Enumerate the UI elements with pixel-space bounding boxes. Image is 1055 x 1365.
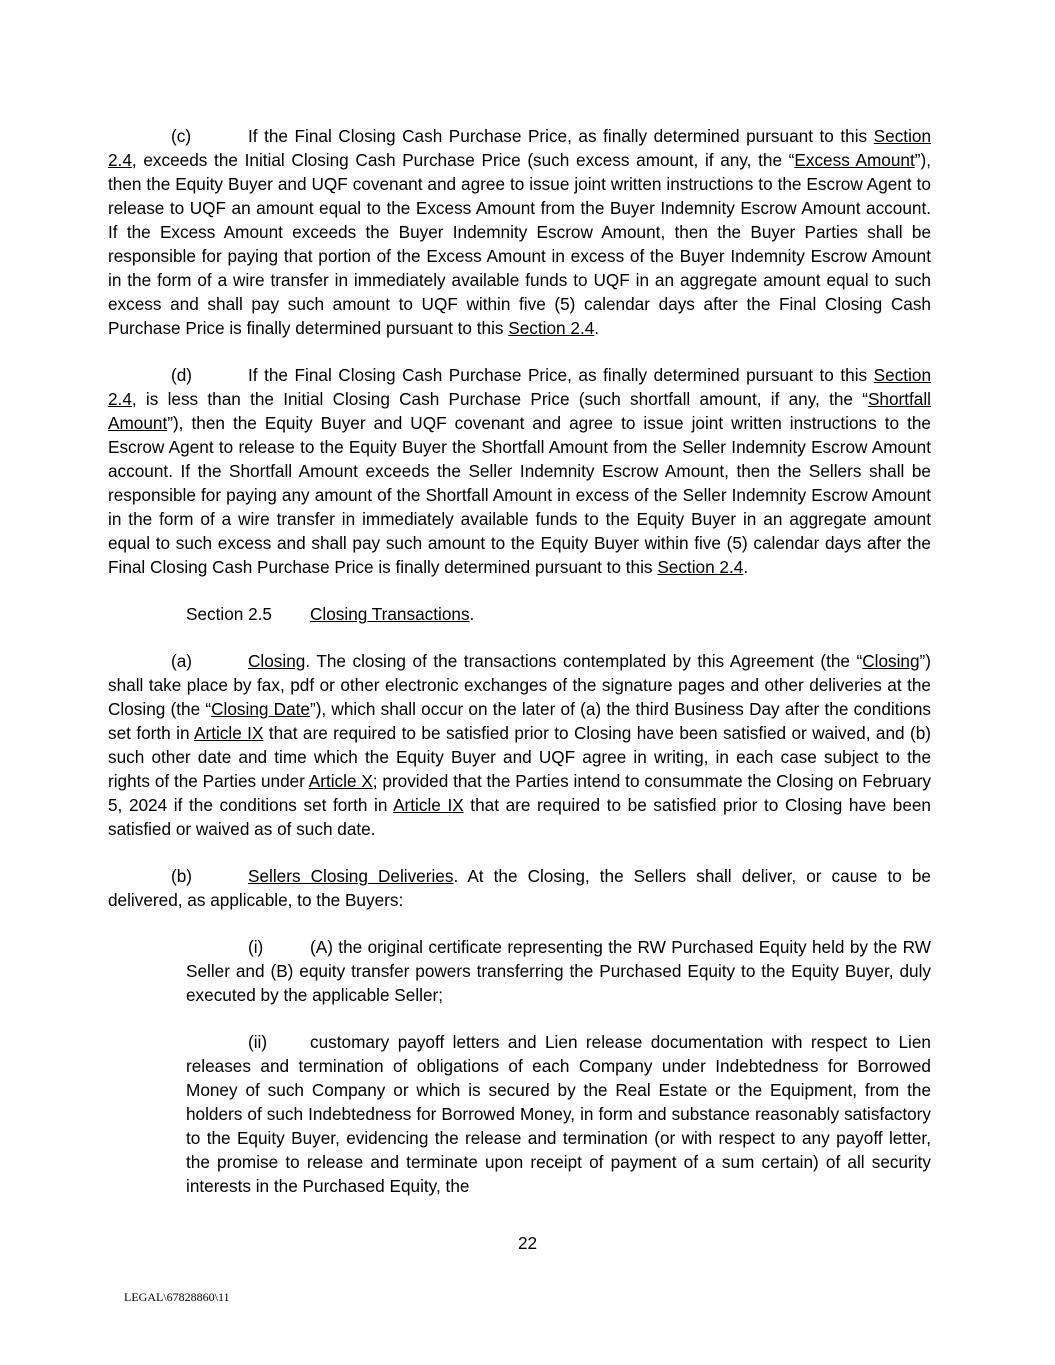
paragraph-text: . [743,557,749,577]
paragraph-text: , is less than the Initial Closing Cash Purchase Price (such shortfall amount, if any, the “ [131,389,868,409]
paragraph-label: (d) [171,365,193,385]
section-number: Section 2.5 [186,604,272,624]
item-label: (i) [248,937,264,957]
section-heading [108,602,931,626]
paragraph-text: that are required to be satisfied prior to Closing have been satisfied or waived, and (b) such other date and time which the Equity Buyer and UQF agree in writing, in each case subject to the rights of the Parties under [108,723,931,791]
section-reference: Section 2.4 [108,126,931,170]
paragraph-label: (c) [171,126,192,146]
footer-document-id: LEGAL\67828860\11 [124,1290,230,1304]
document-body [108,124,931,1198]
section-reference: Section 2.4 [108,365,931,409]
defined-term: Closing Date [211,699,310,719]
defined-term: Shortfall Amount [108,389,931,433]
paragraph-label: (b) [171,866,193,886]
section-reference: Section 2.4 [508,318,595,338]
paragraph-text: . [594,318,600,338]
article-reference: Article IX [393,795,464,815]
paragraph-heading: Sellers Closing Deliveries [248,866,454,886]
item-label: (ii) [248,1032,268,1052]
paragraph-text: ”), which shall occur on the later of (a) the third Business Day after the conditions set forth in [108,699,931,743]
paragraph-text: ”) shall take place by fax, pdf or other electronic exchanges of the signature pages and other deliveries at the Closing (the “ [108,651,931,719]
item-text: (A) the original certificate representing the RW Purchased Equity held by the RW Seller and (B) equity transfer powers transferring the Purchased Equity to the Equity Buyer, duly executed by the applicable Seller; [186,937,931,1005]
paragraph-text: , exceeds the Initial Closing Cash Purchase Price (such excess amount, if any, the “ [131,150,795,170]
defined-term: Closing [862,651,920,671]
paragraph-a [108,649,931,841]
defined-term: Excess Amount [794,150,915,170]
paragraph-text: . At the Closing, the Sellers shall deliver, or cause to be delivered, as applicable, to the Buyers: [108,866,931,910]
section-title: Closing Transactions [310,604,470,624]
item-text: customary payoff letters and Lien release documentation with respect to Lien releases and termination of obligations of each Company under Indebtedness for Borrowed Money of such Company or which is secured by the Real Estate or the Equipment, from the holders of such Indebtedness for Borrowed Money, in form and substance reasonably satisfactory to the Equity Buyer, evidencing the release and termination (or with respect to any payoff letter, the promise to release and terminate upon receipt of payment of a sum certain) of all security interests in the Purchased Equity, the [186,1032,931,1196]
article-reference: Article X [308,771,373,791]
paragraph-text: If the Final Closing Cash Purchase Price, as finally determined pursuant to this [248,126,874,146]
sub-items [186,935,931,1198]
paragraph-text: If the Final Closing Cash Purchase Price, as finally determined pursuant to this [248,365,874,385]
paragraph-text: ”), then the Equity Buyer and UQF covenant and agree to issue joint written instructions to the Escrow Agent to release to UQF an amount equal to the Excess Amount from the Buyer Indemnity Escrow Amount account. If the Excess Amount exceeds the Buyer Indemnity Escrow Amount, then the Buyer Parties shall be responsible for paying that portion of the Excess Amount in excess of the Buyer Indemnity Escrow Amount in the form of a wire transfer in immediately available funds to UQF in an aggregate amount equal to such excess and shall pay such amount to UQF within five (5) calendar days after the Final Closing Cash Purchase Price is finally determined pursuant to this [108,150,931,338]
item-i [186,935,931,1007]
section-reference: Section 2.4 [657,557,744,577]
paragraph-c [108,124,931,340]
paragraph-d [108,363,931,579]
paragraph-label: (a) [171,651,193,671]
paragraph-heading: Closing [248,651,306,671]
paragraph-text: that are required to be satisfied prior to Closing have been satisfied or waived as of such date. [108,795,931,839]
paragraph-text: . The closing of the transactions contemplated by this Agreement (the “ [305,651,863,671]
section-title-end: . [469,604,475,624]
paragraph-b [108,864,931,912]
page-number: 22 [517,1233,538,1253]
item-ii [186,1030,931,1198]
article-reference: Article IX [194,723,264,743]
paragraph-text: ”), then the Equity Buyer and UQF covenant and agree to issue joint written instructions to the Escrow Agent to release to the Equity Buyer the Shortfall Amount from the Seller Indemnity Escrow Amount account. If the Shortfall Amount exceeds the Seller Indemnity Escrow Amount, then the Sellers shall be responsible for paying any amount of the Shortfall Amount in excess of the Seller Indemnity Escrow Amount in the form of a wire transfer in immediately available funds to the Equity Buyer in an aggregate amount equal to such excess and shall pay such amount to the Equity Buyer within five (5) calendar days after the Final Closing Cash Purchase Price is finally determined pursuant to this [108,413,931,577]
paragraph-text: ; provided that the Parties intend to consummate the Closing on February 5, 2024 if the conditions set forth in [108,771,931,815]
